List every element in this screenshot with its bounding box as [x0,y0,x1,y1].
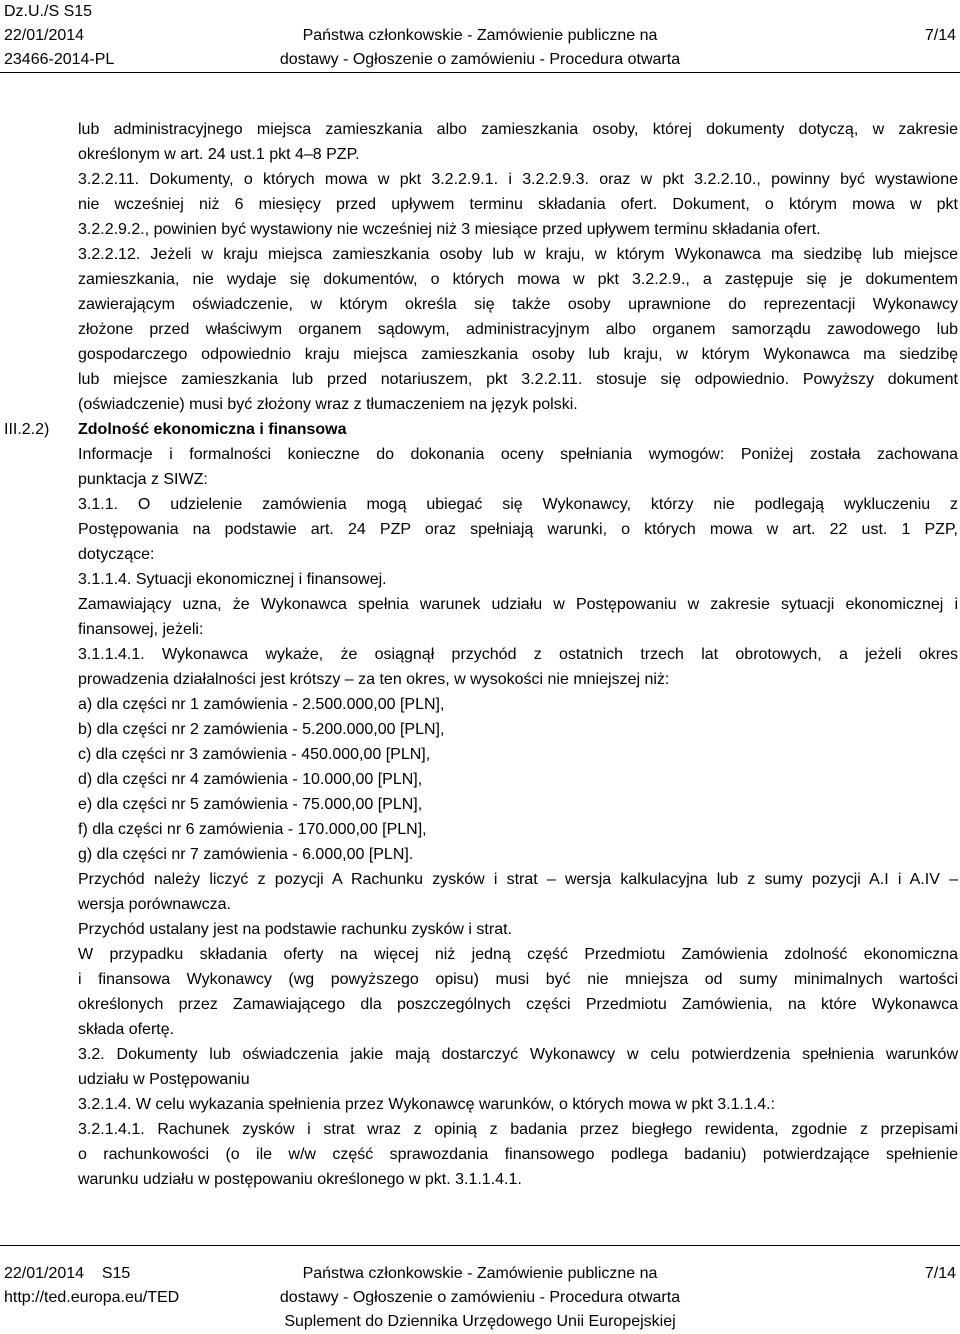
continued-paragraph [0,117,960,417]
list-item: d) dla części nr 4 zamówienia - 10.000,00 [PLN], [78,771,423,788]
header-page-number: 7/14 [924,27,956,44]
text-line: dotyczące: [78,546,155,563]
list-item: b) dla części nr 2 zamówienia - 5.200.000,00 [PLN], [78,721,445,738]
text-line: Przychód należy liczyć z pozycji A Rachunku zysków i strat – wersja kalkulacyjna lub z sumy pozycji A.I i A.IV – [78,871,958,888]
text-line: 3.1.1.4.1. Wykonawca wykaże, że osiągnął przychód z ostatnich trzech lat obrotowych, a jeżeli okres [78,646,958,663]
text-line: 3.2.1.4.1. Rachunek zysków i strat wraz z opinią z badania przez biegłego rewidenta, zgodnie z przepisami [78,1121,958,1138]
list-item: a) dla części nr 1 zamówienia - 2.500.000,00 [PLN], [78,696,445,713]
text-line: 3.2. Dokumenty lub oświadczenia jakie mają dostarczyć Wykonawcy w celu potwierdzenia spełnienia warunków [78,1046,958,1063]
text-line: punktacja z SIWZ: [78,471,208,488]
footer-center [0,1262,960,1334]
header-journal-ref: Dz.U./S S15 [4,3,93,20]
text-line: lub miejsce zamieszkania lub przed notariuszem, pkt 3.2.2.11. stosuje się odpowiednio. Powyższy dokument [78,371,958,388]
text-line: nie wcześniej niż 6 miesięcy przed upływem terminu składania ofert. Dokument, o którym mowa w pkt [78,196,958,213]
list-item: e) dla części nr 5 zamówienia - 75.000,00 [PLN], [78,796,423,813]
header-divider [0,72,960,73]
text-line: o rachunkowości (o ile w/w część sprawozdania finansowego podlega badaniu) potwierdzające spełnienie [78,1146,958,1163]
footer-url-link[interactable]: http://ted.europa.eu/TED [4,1289,180,1306]
text-line: (oświadczenie) musi być złożony wraz z tłumaczeniem na język polski. [78,396,578,413]
page-footer [0,1262,960,1334]
text-line: złożone przed właściwym organem sądowym, administracyjnym albo organem samorządu zawodowego lub [78,321,958,338]
footer-divider [0,1245,960,1246]
text-line: składa ofertę. [78,1021,175,1038]
header-notice-id: 23466-2014-PL [4,51,115,68]
text-line: warunku udziału w postępowaniu określonego w pkt. 3.1.1.4.1. [78,1171,522,1188]
text-line: zawierającym oświadczenie, w którym określa się także osoby uprawnione do reprezentacji Wykonawcy [78,296,958,313]
text-line: Informacje i formalności konieczne do dokonania oceny spełniania wymogów: Poniżej została zachowana [78,446,958,463]
text-line: prowadzenia działalności jest krótszy – za ten okres, w wysokości nie mniejszej niż: [78,671,670,688]
document-body [0,117,960,1192]
text-line: lub administracyjnego miejsca zamieszkania albo zamieszkania osoby, której dokumenty dotyczą, w zakresie [78,121,958,138]
section-iii-2-2 [0,417,960,1192]
header-date: 22/01/2014 [4,27,85,44]
footer-page-number: 7/14 [924,1265,956,1282]
header-title-line-2: dostawy - Ogłoszenie o zamówieniu - Procedura otwarta [279,51,681,68]
text-line: 3.2.2.11. Dokumenty, o których mowa w pkt 3.2.2.9.1. i 3.2.2.9.3. oraz w pkt 3.2.2.10., powinny być wystawione [78,171,958,188]
text-line: zamieszkania, nie wydaje się dokumentów, o których mowa w pkt 3.2.2.9., a zastępuje się je dokumentem [78,271,958,288]
text-line: 3.1.1. O udzielenie zamówienia mogą ubiegać się Wykonawcy, którzy nie podlegają wykluczeniu z [78,496,958,513]
text-line: Przychód ustalany jest na podstawie rachunku zysków i strat. [78,921,512,938]
text-line: 3.2.2.12. Jeżeli w kraju miejsca zamieszkania osoby lub w kraju, w którym Wykonawca ma siedzibę lub miejsce [78,246,958,263]
text-line: Zamawiający uzna, że Wykonawca spełnia warunek udziału w Postępowaniu w zakresie sytuacji ekonomicznej i [78,596,958,613]
text-line: określonym w art. 24 ust.1 pkt 4–8 PZP. [78,146,360,163]
footer-title-line-2: dostawy - Ogłoszenie o zamówieniu - Procedura otwarta [279,1289,681,1306]
text-line: 3.2.2.9.2., powinien być wystawiony nie wcześniej niż 3 miesiące przed upływem terminu składania ofert. [78,221,821,238]
text-line: wersja porównawcza. [78,896,231,913]
list-item: f) dla części nr 6 zamówienia - 170.000,00 [PLN], [78,821,427,838]
text-line: 3.2.1.4. W celu wykazania spełnienia przez Wykonawcę warunków, o których mowa w pkt 3.1.1.4.: [78,1096,776,1113]
list-item: g) dla części nr 7 zamówienia - 6.000,00 [PLN]. [78,846,414,863]
section-title: Zdolność ekonomiczna i finansowa [78,421,347,438]
section-number: III.2.2) [4,421,50,438]
list-item: c) dla części nr 3 zamówienia - 450.000,00 [PLN], [78,746,431,763]
text-line: określonych przez Zamawiającego dla poszczególnych części Przedmiotu Zamówienia, na które Wykonawca [78,996,958,1013]
footer-supplement: Suplement do Dziennika Urzędowego Unii Europejskiej [284,1313,676,1330]
text-line: gospodarczego odpowiednio kraju miejsca zamieszkania osoby lub kraju, w którym Wykonawca ma siedzibę [78,346,958,363]
page-header [0,0,960,72]
footer-title-line-1: Państwa członkowskie - Zamówienie publiczne na [302,1265,658,1282]
text-line: W przypadku składania oferty na więcej niż jedną część Przedmiotu Zamówienia zdolność ekonomiczna [78,946,958,963]
text-line: finansowej, jeżeli: [78,621,204,638]
footer-date-issue: 22/01/2014 S15 [4,1265,131,1282]
header-center [0,24,960,72]
text-line: 3.1.1.4. Sytuacji ekonomicznej i finansowej. [78,571,387,588]
text-line: i finansowa Wykonawcy (wg powyższego opisu) musi być nie mniejsza od sumy minimalnych wartości [78,971,958,988]
text-line: udziału w Postępowaniu [78,1071,250,1088]
header-title-line-1: Państwa członkowskie - Zamówienie publiczne na [302,27,658,44]
text-line: Postępowania na podstawie art. 24 PZP oraz spełniają warunki, o których mowa w art. 22 ust. 1 PZP, [78,521,958,538]
